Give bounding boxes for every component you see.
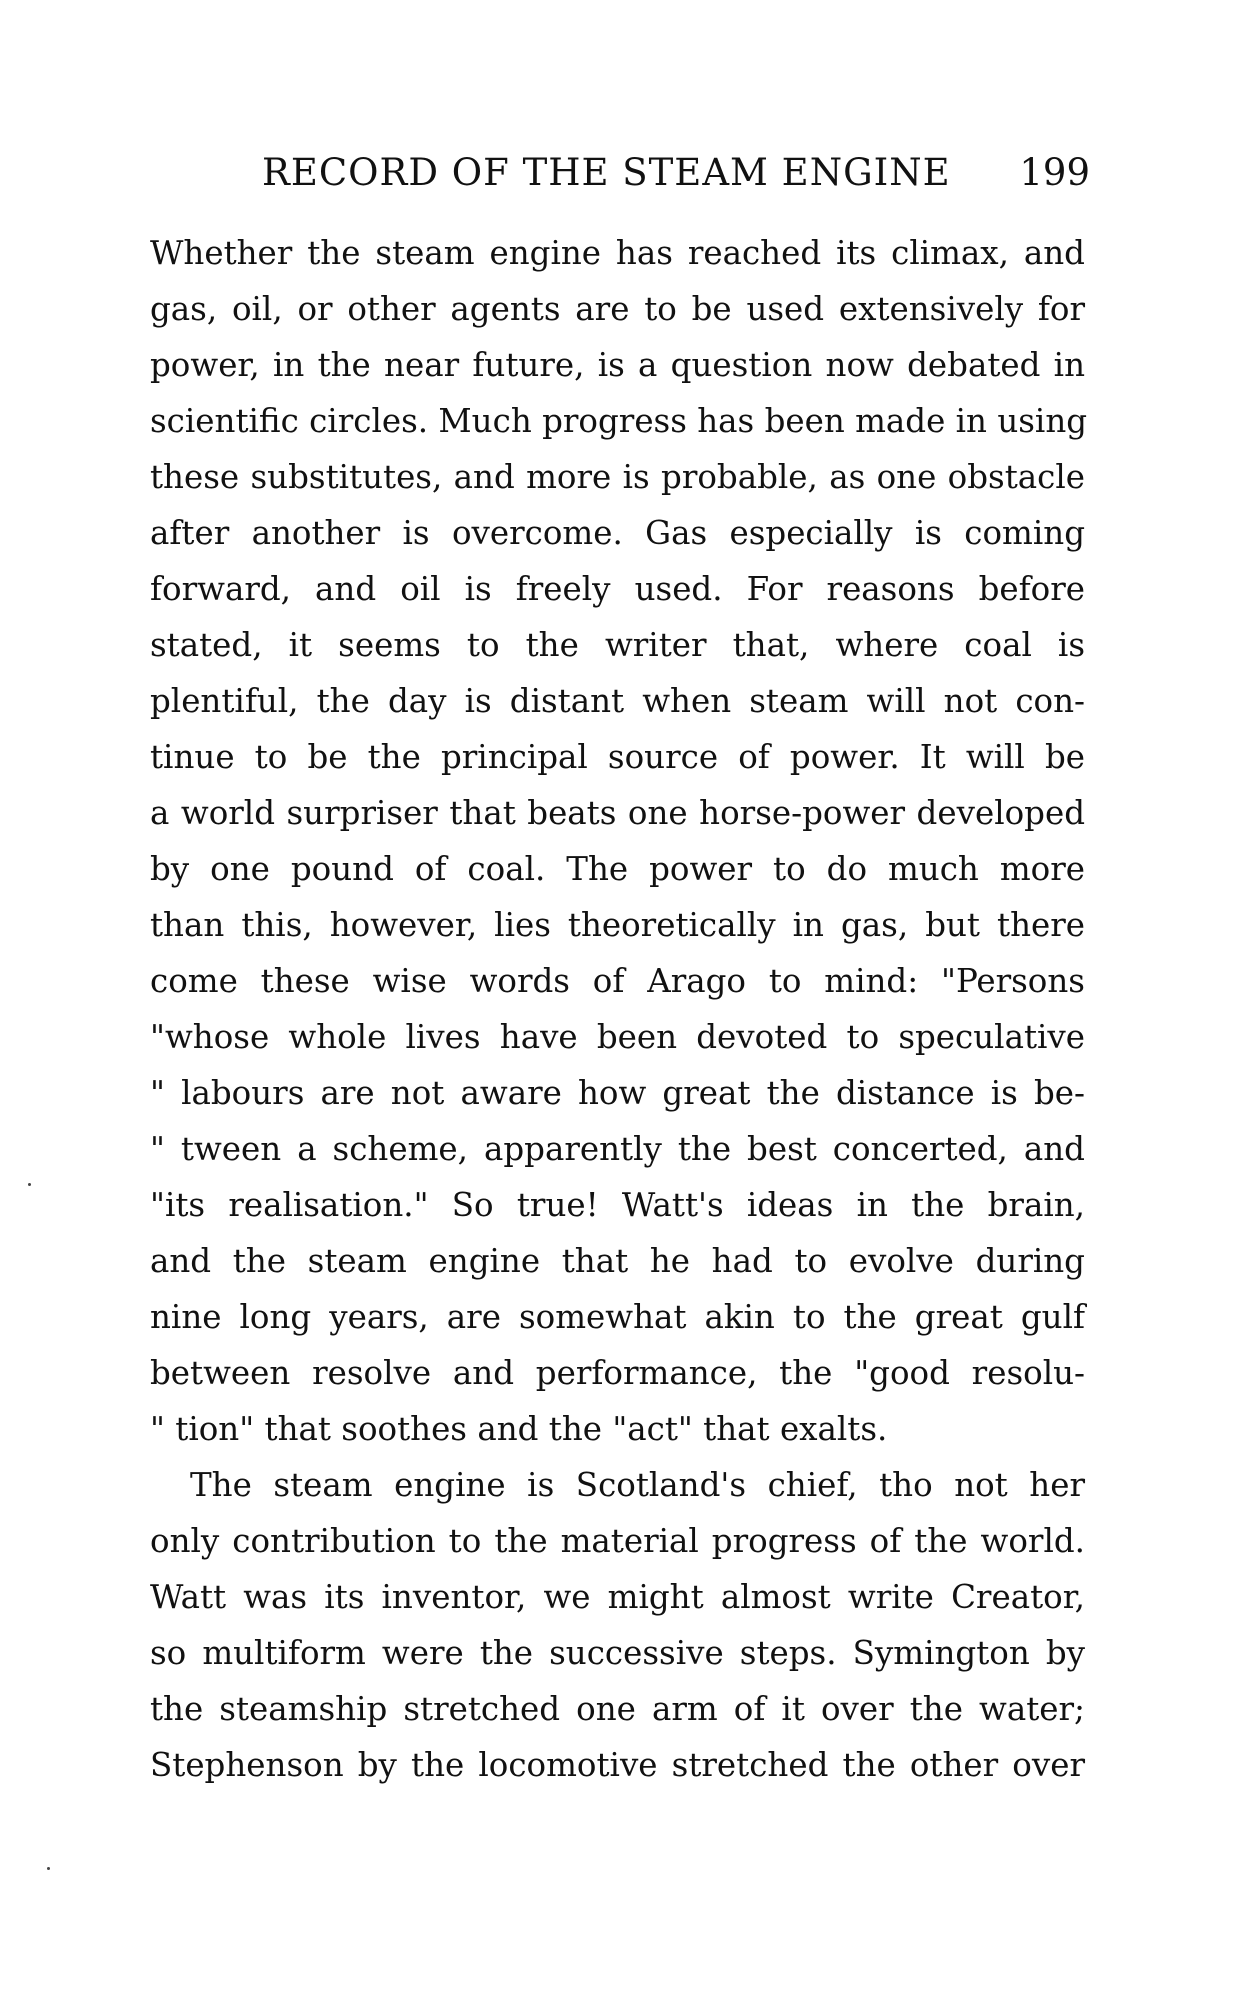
text-line: "its realisation." So true! Watt's ideas in the brain, (150, 1186, 1085, 1224)
text-line: " labours are not aware how great the distance is be- (150, 1074, 1085, 1112)
text-line: forward, and oil is freely used. For reasons before (150, 570, 1085, 608)
text-line: stated, it seems to the writer that, where coal is (150, 626, 1085, 664)
text-line: " tion" that soothes and the "act" that exalts. (150, 1410, 888, 1448)
text-line: come these wise words of Arago to mind: "Persons (150, 962, 1085, 1000)
scan-speck (28, 1183, 31, 1186)
text-line: nine long years, are somewhat akin to the great gulf (150, 1298, 1085, 1336)
running-head (150, 145, 1090, 201)
text-line: by one pound of coal. The power to do much more (150, 850, 1085, 888)
paragraph-1 (150, 225, 1088, 1457)
text-line: tinue to be the principal source of power. It will be (150, 738, 1085, 776)
text-line: plentiful, the day is distant when steam will not con- (150, 682, 1085, 720)
text-line: a world surpriser that beats one horse-power developed (150, 794, 1085, 832)
text-line: The steam engine is Scotland's chief, tho not her (190, 1466, 1085, 1504)
text-line: "whose whole lives have been devoted to speculative (150, 1018, 1085, 1056)
text-line: Stephenson by the locomotive stretched the other over (150, 1746, 1085, 1784)
text-line: than this, however, lies theoretically in gas, but there (150, 906, 1085, 944)
text-line: between resolve and performance, the "good resolu- (150, 1354, 1085, 1392)
text-line: gas, oil, or other agents are to be used extensively for (150, 290, 1085, 328)
page-number: 199 (1019, 151, 1090, 194)
scan-speck (47, 1867, 50, 1870)
body-text (150, 225, 1088, 1793)
text-line: after another is overcome. Gas especially is coming (150, 514, 1085, 552)
text-line: Watt was its inventor, we might almost write Creator, (150, 1578, 1085, 1616)
text-line: power, in the near future, is a question now debated in (150, 346, 1085, 384)
text-line: scientific circles. Much progress has been made in using (150, 402, 1088, 440)
text-line: Whether the steam engine has reached its climax, and (150, 234, 1085, 272)
text-line: so multiform were the successive steps. Symington by (150, 1634, 1085, 1672)
text-line: " tween a scheme, apparently the best concerted, and (150, 1130, 1085, 1168)
text-line: and the steam engine that he had to evolve during (150, 1242, 1085, 1280)
text-line: the steamship stretched one arm of it over the water; (150, 1690, 1085, 1728)
paragraph-2 (150, 1457, 1085, 1793)
running-head-title: RECORD OF THE STEAM ENGINE (262, 151, 951, 194)
text-line: these substitutes, and more is probable, as one obstacle (150, 458, 1085, 496)
text-line: only contribution to the material progress of the world. (150, 1522, 1085, 1560)
